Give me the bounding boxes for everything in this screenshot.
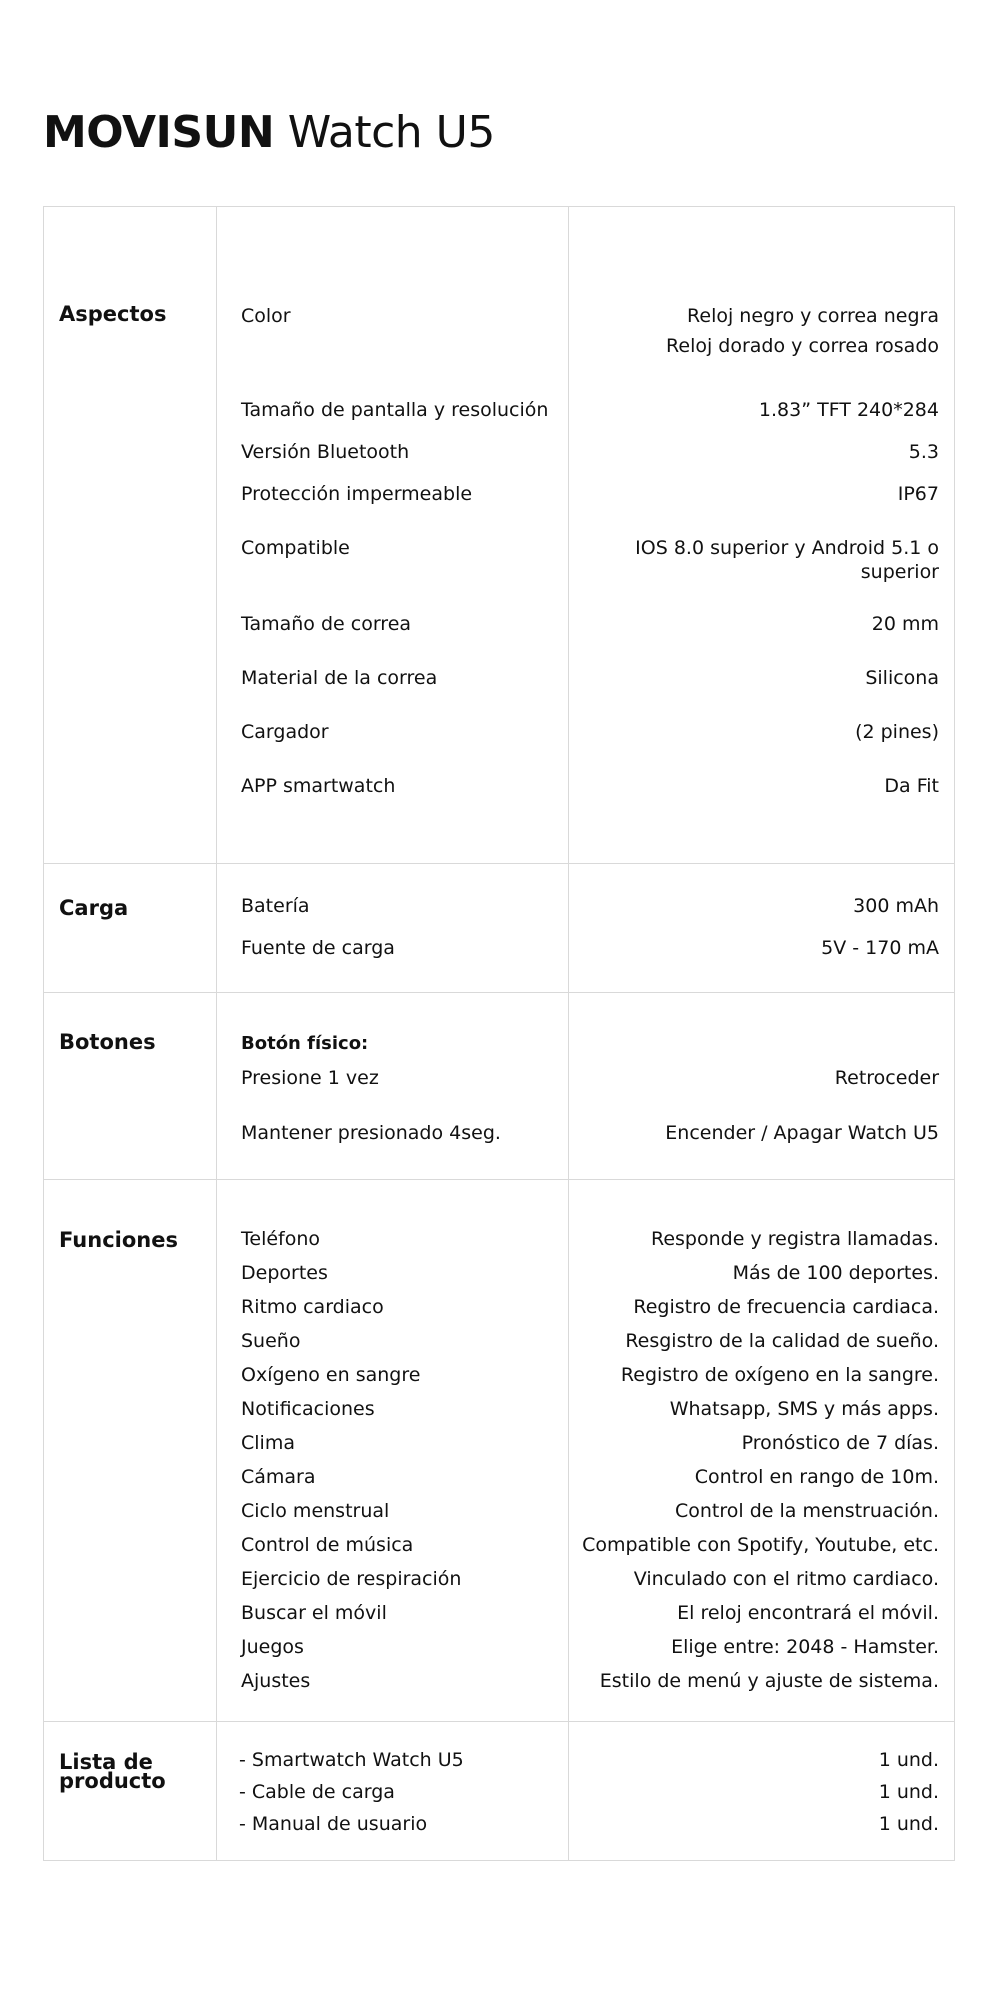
spec-label: Protección impermeable	[241, 483, 473, 505]
spec-label: Ciclo menstrual	[241, 1500, 390, 1522]
spec-label: Ejercicio de respiración	[241, 1568, 462, 1590]
spec-label: Ritmo cardiaco	[241, 1296, 384, 1318]
spec-label: APP smartwatch	[241, 775, 396, 797]
page-title	[43, 105, 495, 161]
spec-value: 20 mm	[871, 613, 939, 635]
spec-label: Sueño	[241, 1330, 301, 1352]
spec-value: Whatsapp, SMS y más apps.	[669, 1398, 939, 1420]
spec-value: Da Fit	[884, 775, 939, 797]
spec-value: 5.3	[908, 441, 939, 463]
section-carga	[44, 864, 955, 993]
spec-value: Vinculado con el ritmo cardiaco.	[633, 1568, 939, 1590]
spec-label: Batería	[241, 895, 310, 917]
model-name: Watch U5	[287, 107, 495, 158]
spec-value: Responde y registra llamadas.	[651, 1228, 939, 1250]
spec-label: Versión Bluetooth	[241, 441, 410, 463]
section-funciones	[44, 1180, 955, 1722]
spec-value: Control de la menstruación.	[675, 1500, 939, 1522]
spec-label: Deportes	[241, 1262, 328, 1284]
spec-label: Mantener presionado 4seg.	[241, 1122, 501, 1144]
spec-label: Tamaño de correa	[241, 613, 412, 635]
spec-value: Más de 100 deportes.	[732, 1262, 939, 1284]
spec-value: IOS 8.0 superior y Android 5.1 o superior	[635, 537, 939, 583]
product-quantity: 1 und.	[878, 1781, 939, 1803]
spec-value: Estilo de menú y ajuste de sistema.	[599, 1670, 939, 1692]
spec-label: Juegos	[241, 1636, 304, 1658]
spec-value: Compatible con Spotify, Youtube, etc.	[582, 1534, 939, 1556]
spec-label: Control de música	[241, 1534, 414, 1556]
spec-label: Color	[241, 305, 291, 327]
spec-label: Oxígeno en sangre	[241, 1364, 421, 1386]
section-botones	[44, 993, 955, 1180]
spec-label: Cargador	[241, 721, 329, 743]
spec-value: 5V - 170 mA	[821, 937, 939, 959]
spec-value: 1.83” TFT 240*284	[758, 399, 939, 421]
spec-value: (2 pines)	[855, 721, 939, 743]
spec-label: Tamaño de pantalla y resolución	[241, 399, 549, 421]
section-title: Carga	[59, 896, 129, 920]
product-quantity: 1 und.	[878, 1749, 939, 1771]
section-lista-producto	[44, 1722, 955, 1861]
product-item: - Manual de usuario	[239, 1813, 428, 1835]
spec-value: Silicona	[865, 667, 939, 689]
spec-label: Material de la correa	[241, 667, 438, 689]
spec-label: Fuente de carga	[241, 937, 395, 959]
spec-label: Notificaciones	[241, 1398, 375, 1420]
spec-label: Cámara	[241, 1466, 316, 1488]
brand-name: MOVISUN	[43, 107, 275, 158]
spec-label: Buscar el móvil	[241, 1602, 387, 1624]
section-subheading: Botón físico:	[241, 1033, 369, 1054]
spec-value: El reloj encontrará el móvil.	[677, 1602, 939, 1624]
spec-value: Reloj negro y correa negra	[687, 305, 939, 327]
spec-value: Elige entre: 2048 - Hamster.	[671, 1636, 939, 1658]
spec-label: Clima	[241, 1432, 295, 1454]
spec-value: Control en rango de 10m.	[694, 1466, 939, 1488]
spec-value: Resgistro de la calidad de sueño.	[625, 1330, 939, 1352]
spec-label: Teléfono	[241, 1228, 321, 1250]
spec-label: Compatible	[241, 537, 350, 559]
spec-value: Pronóstico de 7 días.	[741, 1432, 939, 1454]
product-item: - Smartwatch Watch U5	[239, 1749, 464, 1771]
spec-table	[43, 206, 955, 1861]
product-item: - Cable de carga	[239, 1781, 395, 1803]
spec-value: 300 mAh	[853, 895, 939, 917]
section-title: Lista de producto	[59, 1750, 166, 1793]
section-title: Funciones	[59, 1228, 178, 1252]
spec-value: IP67	[897, 483, 939, 505]
spec-value: Registro de oxígeno en la sangre.	[620, 1364, 939, 1386]
section-title: Botones	[59, 1030, 156, 1054]
section-title: Aspectos	[59, 302, 167, 326]
spec-value: Registro de frecuencia cardiaca.	[633, 1296, 939, 1318]
spec-value: Retroceder	[834, 1067, 939, 1089]
section-aspectos	[44, 207, 955, 864]
spec-value: Reloj dorado y correa rosado	[666, 335, 939, 357]
spec-label: Presione 1 vez	[241, 1067, 379, 1089]
product-quantity: 1 und.	[878, 1813, 939, 1835]
spec-value: Encender / Apagar Watch U5	[665, 1122, 939, 1144]
spec-label: Ajustes	[241, 1670, 311, 1692]
